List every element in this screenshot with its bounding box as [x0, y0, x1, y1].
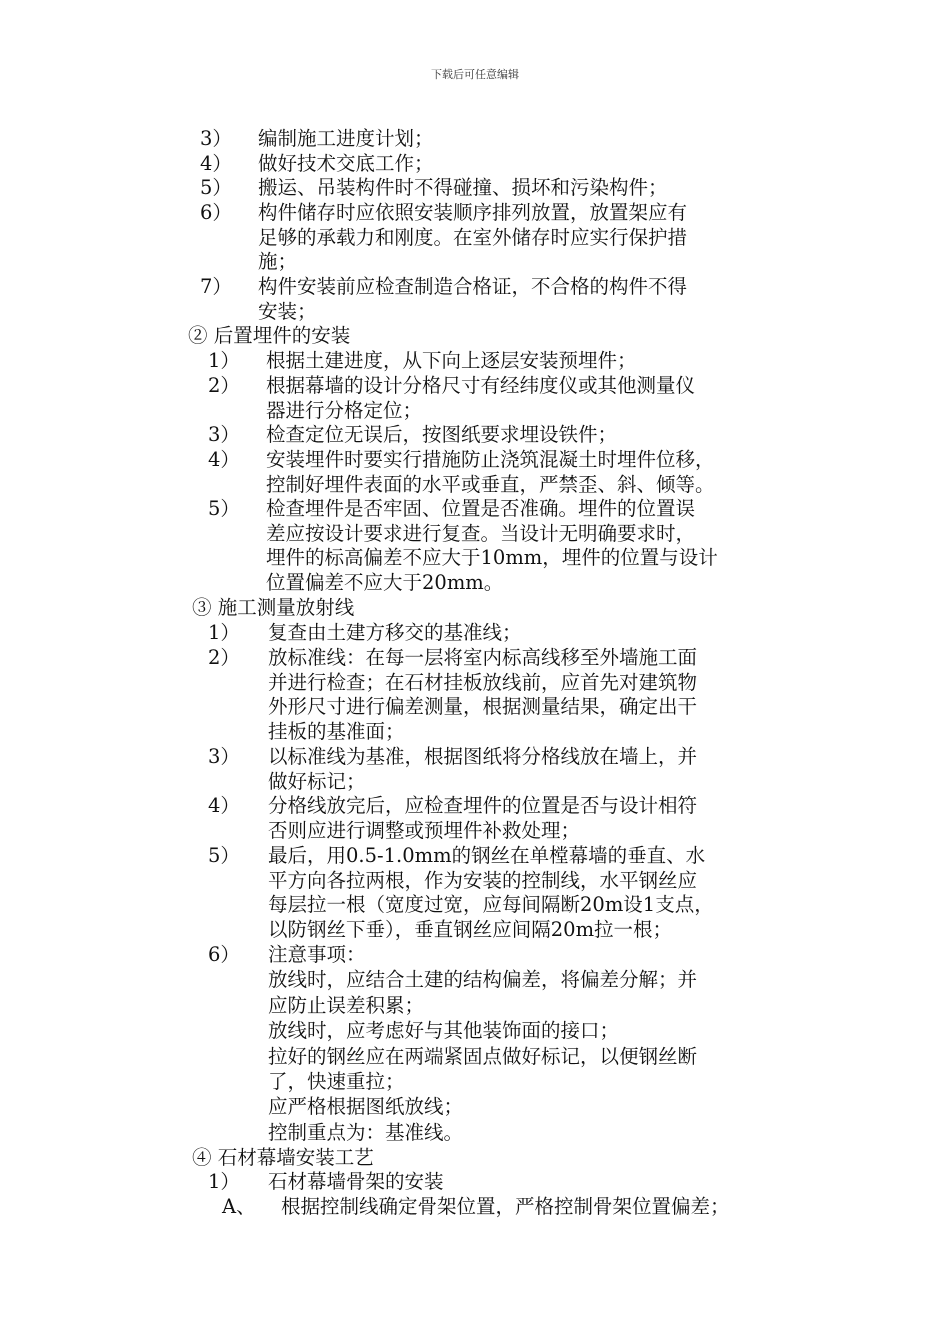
item-text-line: 复查由土建方移交的基准线；	[268, 621, 522, 644]
item-text-line: 每层拉一根（宽度过宽，应每间隔断20m设1支点，	[268, 893, 714, 917]
item-number: 3）	[200, 127, 232, 150]
item-number: 7）	[200, 275, 232, 298]
item-text-line: 放线时，应结合土建的结构偏差，将偏差分解；并	[268, 968, 698, 992]
item-text-line: 安装埋件时要实行措施防止浇筑混凝土时埋件位移，	[266, 448, 715, 471]
item-number: 5）	[208, 844, 240, 867]
item-text-line: 根据幕墙的设计分格尺寸有经纬度仪或其他测量仪	[266, 374, 696, 397]
item-text-line: 外形尺寸进行偏差测量，根据测量结果，确定出干	[268, 695, 698, 719]
item-text-line: 做好技术交底工作；	[258, 152, 434, 175]
item-text-line: 注意事项：	[268, 943, 366, 966]
item-text-line: 构件安装前应检查制造合格证，不合格的构件不得	[258, 275, 688, 298]
item-text-line: 挂板的基准面；	[268, 720, 405, 744]
item-text-line: 分格线放完后，应检查埋件的位置是否与设计相符	[268, 794, 698, 817]
item-number: 2）	[208, 646, 240, 669]
item-text-line: 并进行检查；在石材挂板放线前，应首先对建筑物	[268, 670, 698, 694]
item-number: 3）	[208, 745, 240, 768]
item-text-line: 足够的承载力和刚度。在室外储存时应实行保护措	[258, 225, 688, 249]
item-text-line: 放标准线：在每一层将室内标高线移至外墙施工面	[268, 646, 698, 669]
item-text-line: 平方向各拉两根，作为安装的控制线，水平钢丝应	[268, 868, 698, 892]
page-header: 下载后可任意编辑	[431, 68, 519, 81]
section-heading: ④ 石材幕墙安装工艺	[192, 1146, 374, 1169]
item-number: 6）	[208, 943, 240, 966]
item-number: A、	[222, 1195, 256, 1218]
item-text-line: 控制好埋件表面的水平或垂直，严禁歪、斜、倾等。	[266, 472, 715, 496]
item-text-line: 否则应进行调整或预埋件补救处理；	[268, 818, 581, 842]
item-text-line: 最后，用0.5-1.0mm的钢丝在单樘幕墙的垂直、水	[268, 844, 706, 867]
item-text-line: 位置偏差不应大于20mm。	[266, 571, 504, 595]
item-number: 2）	[208, 374, 240, 397]
item-text-line: 安装；	[258, 299, 317, 323]
section-heading: ③ 施工测量放射线	[192, 596, 355, 619]
item-text-line: 施；	[258, 250, 298, 274]
item-number: 1）	[208, 349, 240, 372]
item-number: 1）	[208, 621, 240, 644]
item-text-line: 应严格根据图纸放线；	[268, 1095, 464, 1119]
item-text-line: 根据控制线确定骨架位置，严格控制骨架位置偏差；	[281, 1195, 730, 1218]
item-number: 4）	[208, 448, 240, 471]
item-number: 4）	[208, 794, 240, 817]
item-text-line: 控制重点为：基准线。	[268, 1120, 464, 1144]
item-text-line: 石材幕墙骨架的安装	[268, 1170, 444, 1193]
section-heading: ② 后置埋件的安装	[188, 324, 351, 347]
item-text-line: 编制施工进度计划；	[258, 127, 434, 150]
item-number: 6）	[200, 201, 232, 224]
item-number: 3）	[208, 423, 240, 446]
item-text-line: 搬运、吊装构件时不得碰撞、损坏和污染构件；	[258, 176, 668, 199]
item-number: 1）	[208, 1170, 240, 1193]
item-text-line: 检查定位无误后，按图纸要求埋设铁件；	[266, 423, 618, 446]
item-text-line: 埋件的标高偏差不应大于10mm，埋件的位置与设计	[266, 546, 718, 570]
item-text-line: 以防钢丝下垂），垂直钢丝应间隔20m拉一根；	[268, 918, 673, 942]
item-text-line: 器进行分格定位；	[266, 398, 423, 422]
item-text-line: 差应按设计要求进行复查。当设计无明确要求时，	[266, 521, 696, 545]
item-number: 5）	[200, 176, 232, 199]
item-text-line: 应防止误差积累；	[268, 993, 425, 1017]
item-number: 4）	[200, 152, 232, 175]
item-text-line: 检查埋件是否牢固、位置是否准确。埋件的位置误	[266, 497, 696, 520]
item-text-line: 了，快速重拉；	[268, 1070, 405, 1093]
item-text-line: 放线时，应考虑好与其他装饰面的接口；	[268, 1019, 620, 1043]
item-text-line: 构件储存时应依照安装顺序排列放置，放置架应有	[258, 201, 688, 224]
item-text-line: 拉好的钢丝应在两端紧固点做好标记，以便钢丝断	[268, 1044, 698, 1068]
item-text-line: 做好标记；	[268, 769, 366, 793]
item-text-line: 以标准线为基准，根据图纸将分格线放在墙上，并	[268, 745, 698, 768]
item-text-line: 根据土建进度，从下向上逐层安装预埋件；	[266, 349, 637, 372]
item-number: 5）	[208, 497, 240, 520]
